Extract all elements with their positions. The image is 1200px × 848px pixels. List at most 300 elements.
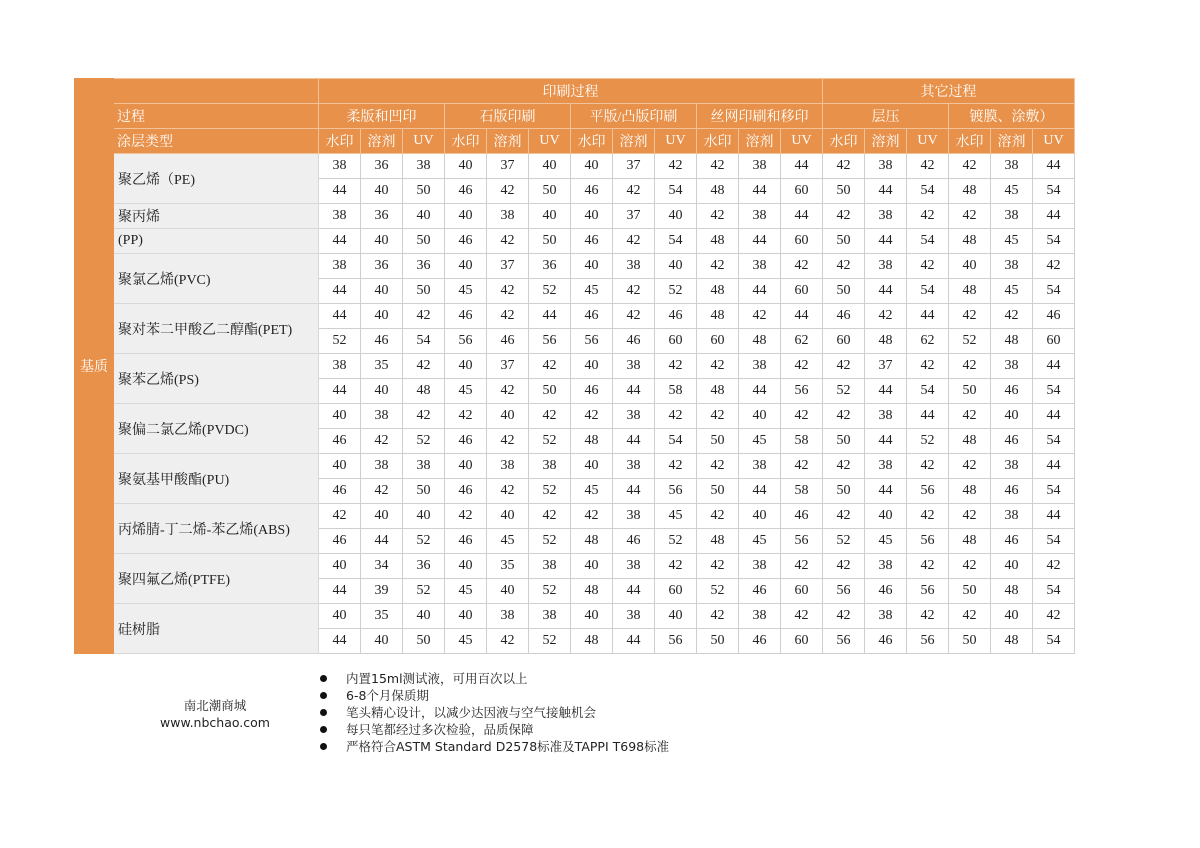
dyne-value: 46 [571,379,613,404]
dyne-value: 44 [781,204,823,229]
dyne-value: 38 [739,604,781,629]
dyne-value: 46 [739,579,781,604]
dyne-value: 48 [403,379,445,404]
dyne-value: 56 [655,629,697,654]
dyne-value: 38 [865,404,907,429]
dyne-value: 60 [781,279,823,304]
dyne-value: 40 [655,204,697,229]
dyne-value: 52 [319,329,361,354]
dyne-value: 37 [865,354,907,379]
dyne-value: 54 [403,329,445,354]
header-row-process-category [75,79,1075,104]
dyne-value: 60 [655,579,697,604]
dyne-value: 40 [571,354,613,379]
dyne-value: 42 [991,304,1033,329]
dyne-value: 40 [445,354,487,379]
dyne-value: 40 [739,504,781,529]
header-group-2: 平版/凸版印刷 [571,104,697,129]
dyne-value: 37 [613,154,655,179]
dyne-value: 46 [991,529,1033,554]
dyne-value: 54 [655,179,697,204]
dyne-value: 46 [865,579,907,604]
dyne-value: 36 [403,254,445,279]
dyne-value: 42 [907,254,949,279]
dyne-value: 40 [487,579,529,604]
dyne-value: 54 [1033,629,1075,654]
feature-list [318,670,669,755]
dyne-value: 54 [907,379,949,404]
dyne-value: 42 [403,404,445,429]
dyne-value: 40 [571,454,613,479]
dyne-value: 52 [655,279,697,304]
material-name: 聚丙烯 [114,204,319,229]
dyne-value: 42 [781,454,823,479]
dyne-value: 38 [529,554,571,579]
dyne-value: 38 [613,454,655,479]
dyne-value: 38 [403,454,445,479]
header-row-process [75,104,1075,129]
dyne-value: 54 [1033,429,1075,454]
feature-text: 6-8个月保质期 [346,688,429,703]
dyne-value: 42 [697,454,739,479]
dyne-value: 48 [949,429,991,454]
header-group-4: 层压 [823,104,949,129]
dyne-value: 40 [361,629,403,654]
dyne-value: 54 [655,429,697,454]
dyne-value: 42 [739,304,781,329]
dyne-value: 40 [319,404,361,429]
header-ink-type: 水印 [697,129,739,154]
header-ink-type: 水印 [319,129,361,154]
dyne-value: 44 [1033,204,1075,229]
dyne-value: 54 [907,229,949,254]
dyne-value: 46 [823,304,865,329]
dyne-value: 46 [781,504,823,529]
dyne-value: 52 [949,329,991,354]
dyne-value: 42 [781,404,823,429]
dyne-value: 50 [403,229,445,254]
dyne-value: 38 [739,204,781,229]
dyne-value: 44 [529,304,571,329]
dyne-value: 38 [613,254,655,279]
dyne-value: 42 [487,479,529,504]
table-row [75,254,1075,279]
header-group-3: 丝网印刷和移印 [697,104,823,129]
dyne-value: 46 [445,304,487,329]
dyne-value: 40 [361,229,403,254]
dyne-value: 38 [991,454,1033,479]
dyne-value: 48 [949,229,991,254]
dyne-value: 38 [991,204,1033,229]
feature-text: 严格符合ASTM Standard D2578标准及TAPPI T698标准 [346,739,670,754]
dyne-value: 37 [487,154,529,179]
dyne-value: 35 [487,554,529,579]
feature-text: 笔头精心设计，以减少达因液与空气接触机会 [346,705,597,720]
dyne-value: 42 [697,604,739,629]
dyne-value: 35 [361,604,403,629]
dyne-value: 40 [403,604,445,629]
dyne-value: 42 [319,504,361,529]
dyne-value: 42 [949,354,991,379]
dyne-value: 54 [1033,529,1075,554]
dyne-value: 40 [487,504,529,529]
dyne-value: 40 [445,154,487,179]
header-coating-type-label: 涂层类型 [114,129,319,154]
dyne-value: 52 [529,579,571,604]
dyne-value: 38 [319,254,361,279]
dyne-value: 44 [907,404,949,429]
dyne-value: 38 [739,454,781,479]
dyne-value: 50 [697,479,739,504]
dyne-value: 50 [529,379,571,404]
dyne-value: 46 [487,329,529,354]
dyne-value: 45 [655,504,697,529]
material-name: 聚四氟乙烯(PTFE) [114,554,319,604]
dyne-value: 46 [445,529,487,554]
material-name: 聚偏二氯乙烯(PVDC) [114,404,319,454]
dyne-value: 38 [529,604,571,629]
header-ink-type: 溶剂 [361,129,403,154]
dyne-value: 60 [781,579,823,604]
dyne-value: 40 [571,154,613,179]
dyne-value: 50 [823,279,865,304]
dyne-value: 42 [487,304,529,329]
dyne-value: 42 [949,554,991,579]
dyne-value: 52 [529,279,571,304]
dyne-value: 44 [865,279,907,304]
dyne-value: 40 [571,554,613,579]
dyne-value: 40 [319,554,361,579]
dyne-value: 58 [655,379,697,404]
feature-item [318,704,669,721]
dyne-value: 40 [445,204,487,229]
header-ink-type: UV [529,129,571,154]
dyne-value: 56 [655,479,697,504]
dyne-value: 56 [823,629,865,654]
dyne-value: 45 [445,579,487,604]
dyne-value: 48 [865,329,907,354]
feature-text: 内置15ml测试液，可用百次以上 [346,671,528,686]
header-ink-type: 水印 [949,129,991,154]
dyne-value: 38 [613,504,655,529]
dyne-value: 36 [361,254,403,279]
dyne-value: 38 [487,604,529,629]
dyne-value: 46 [571,179,613,204]
dyne-value: 48 [697,379,739,404]
dyne-value: 46 [991,479,1033,504]
dyne-value: 44 [613,479,655,504]
header-corner [114,79,319,104]
dyne-value: 54 [1033,579,1075,604]
dyne-value: 37 [487,354,529,379]
dyne-value: 42 [487,629,529,654]
dyne-value: 42 [487,179,529,204]
dyne-value: 62 [907,329,949,354]
header-group-5: 镀膜、涂敷） [949,104,1075,129]
dyne-value: 38 [613,604,655,629]
dyne-value: 46 [865,629,907,654]
header-group-1: 石版印刷 [445,104,571,129]
dyne-value: 54 [907,179,949,204]
dyne-value: 42 [613,229,655,254]
dyne-value: 42 [529,354,571,379]
dyne-value: 60 [1033,329,1075,354]
dyne-value: 54 [1033,229,1075,254]
dyne-value: 52 [529,529,571,554]
header-ink-type: 水印 [571,129,613,154]
dyne-value: 45 [865,529,907,554]
dyne-value: 46 [655,304,697,329]
dyne-value: 42 [697,404,739,429]
dyne-value: 42 [823,504,865,529]
dyne-value: 42 [907,154,949,179]
header-ink-type: 溶剂 [865,129,907,154]
dyne-value: 42 [529,504,571,529]
dyne-value: 44 [1033,404,1075,429]
dyne-value: 44 [1033,154,1075,179]
dyne-value: 48 [571,579,613,604]
dyne-value: 52 [697,579,739,604]
dyne-value: 42 [403,354,445,379]
dyne-value: 42 [655,554,697,579]
dyne-value: 45 [445,279,487,304]
dyne-value: 40 [319,454,361,479]
dyne-value: 38 [361,404,403,429]
dyne-value: 50 [529,229,571,254]
dyne-value: 40 [361,304,403,329]
header-ink-type: UV [655,129,697,154]
dyne-value: 42 [781,604,823,629]
material-name: 丙烯腈-丁二烯-苯乙烯(ABS) [114,504,319,554]
dyne-value: 44 [739,279,781,304]
dyne-value: 42 [823,454,865,479]
material-name: 硅树脂 [114,604,319,654]
dyne-value: 40 [529,204,571,229]
dyne-value: 44 [319,579,361,604]
dyne-value: 46 [571,229,613,254]
bullet-icon [320,743,327,750]
dyne-value: 50 [823,479,865,504]
dyne-value: 50 [403,179,445,204]
dyne-value: 48 [697,529,739,554]
dyne-value: 52 [529,429,571,454]
dyne-value: 56 [445,329,487,354]
dyne-value: 48 [991,629,1033,654]
dyne-value: 40 [655,604,697,629]
dyne-value: 40 [445,604,487,629]
dyne-value: 44 [739,229,781,254]
dyne-value: 44 [865,479,907,504]
dyne-value: 42 [907,354,949,379]
dyne-value: 60 [823,329,865,354]
dyne-value: 44 [319,304,361,329]
dyne-value: 40 [361,279,403,304]
dyne-value: 48 [697,304,739,329]
dyne-value: 42 [823,204,865,229]
dyne-value: 38 [487,454,529,479]
dyne-value: 44 [613,379,655,404]
dyne-value: 44 [319,279,361,304]
dyne-value: 42 [865,304,907,329]
dyne-value: 42 [361,429,403,454]
header-ink-type: 溶剂 [613,129,655,154]
dyne-value: 40 [571,204,613,229]
dyne-value: 44 [319,179,361,204]
dyne-value: 45 [991,179,1033,204]
dyne-value: 45 [571,479,613,504]
dyne-value: 42 [781,254,823,279]
dyne-value: 48 [697,279,739,304]
dyne-value: 46 [445,229,487,254]
dyne-value: 42 [823,154,865,179]
dyne-value: 50 [823,229,865,254]
dyne-value: 52 [907,429,949,454]
dyne-value: 42 [445,404,487,429]
dyne-value: 38 [991,504,1033,529]
material-name: 聚对苯二甲酸乙二醇酯(PET) [114,304,319,354]
dyne-value: 56 [907,529,949,554]
dyne-value: 40 [991,404,1033,429]
dyne-value: 42 [613,179,655,204]
dyne-value: 45 [571,279,613,304]
dyne-value: 38 [991,354,1033,379]
dyne-value: 48 [739,329,781,354]
dyne-value: 56 [571,329,613,354]
dyne-value: 40 [361,179,403,204]
dyne-value: 44 [613,429,655,454]
feature-text: 每只笔都经过多次检验，品质保障 [346,722,534,737]
dyne-value: 42 [655,154,697,179]
dyne-value: 38 [865,454,907,479]
table-row [75,554,1075,579]
material-name: 聚乙烯（PE) [114,154,319,204]
dyne-value: 60 [697,329,739,354]
dyne-value: 50 [403,279,445,304]
dyne-value: 42 [697,154,739,179]
material-name: 聚氯乙烯(PVC) [114,254,319,304]
dyne-value: 56 [907,579,949,604]
table-row [75,304,1075,329]
dyne-value: 40 [865,504,907,529]
dyne-value: 56 [907,479,949,504]
dyne-value: 52 [403,429,445,454]
dyne-value: 45 [445,629,487,654]
header-ink-type: UV [907,129,949,154]
dyne-value: 54 [1033,179,1075,204]
dyne-value: 38 [991,154,1033,179]
dyne-value: 40 [445,454,487,479]
dyne-value: 48 [571,529,613,554]
dyne-value: 39 [361,579,403,604]
dyne-value: 46 [739,629,781,654]
dyne-value: 58 [781,429,823,454]
dyne-value: 44 [319,229,361,254]
dyne-value: 44 [613,629,655,654]
dyne-value: 38 [529,454,571,479]
header-ink-type: 溶剂 [487,129,529,154]
dyne-value: 46 [613,529,655,554]
dyne-value: 44 [319,629,361,654]
dyne-value: 48 [949,529,991,554]
dyne-value: 42 [445,504,487,529]
dyne-value: 38 [487,204,529,229]
header-ink-type: 水印 [823,129,865,154]
dyne-value: 42 [487,429,529,454]
dyne-value: 44 [781,304,823,329]
dyne-value: 40 [487,404,529,429]
dyne-value: 42 [655,454,697,479]
dyne-value: 52 [403,579,445,604]
dyne-value: 54 [1033,479,1075,504]
feature-item [318,721,669,738]
dyne-value: 56 [781,529,823,554]
feature-item [318,670,669,687]
dyne-value: 34 [361,554,403,579]
table-row [75,154,1075,179]
material-name: 聚苯乙烯(PS) [114,354,319,404]
dyne-value: 44 [865,229,907,254]
dyne-value: 50 [403,629,445,654]
bullet-icon [320,675,327,682]
dyne-value: 38 [739,354,781,379]
dyne-value: 44 [1033,354,1075,379]
dyne-value: 40 [991,604,1033,629]
dyne-value: 40 [445,254,487,279]
header-ink-type: UV [1033,129,1075,154]
table-row [75,354,1075,379]
header-ink-type: UV [781,129,823,154]
dyne-value: 40 [655,254,697,279]
header-printing-process: 印刷过程 [319,79,823,104]
dyne-value: 54 [1033,379,1075,404]
dyne-value: 46 [445,179,487,204]
dyne-value: 56 [907,629,949,654]
dyne-value: 38 [991,254,1033,279]
bullet-icon [320,692,327,699]
dyne-value: 52 [823,529,865,554]
dyne-value: 38 [865,604,907,629]
dyne-value: 38 [613,354,655,379]
dyne-value: 42 [949,204,991,229]
dyne-value: 42 [655,354,697,379]
dyne-value: 38 [403,154,445,179]
dyne-value: 50 [823,429,865,454]
dyne-value: 42 [697,504,739,529]
dyne-value: 40 [571,254,613,279]
dyne-value: 38 [865,154,907,179]
dyne-value: 40 [739,404,781,429]
dyne-value: 44 [739,179,781,204]
dyne-value: 42 [823,254,865,279]
dyne-value: 40 [319,604,361,629]
dyne-value: 42 [823,554,865,579]
dyne-value: 40 [403,504,445,529]
dyne-value: 50 [949,579,991,604]
dyne-value: 52 [529,479,571,504]
dyne-value: 42 [823,354,865,379]
dyne-value: 42 [613,304,655,329]
dyne-value: 42 [907,604,949,629]
dyne-value: 38 [739,154,781,179]
bullet-icon [320,726,327,733]
header-ink-type: 溶剂 [991,129,1033,154]
bullet-icon [320,709,327,716]
dyne-value: 44 [739,379,781,404]
dyne-value: 42 [823,604,865,629]
dyne-value: 40 [445,554,487,579]
dyne-value: 45 [739,529,781,554]
table-row [75,454,1075,479]
